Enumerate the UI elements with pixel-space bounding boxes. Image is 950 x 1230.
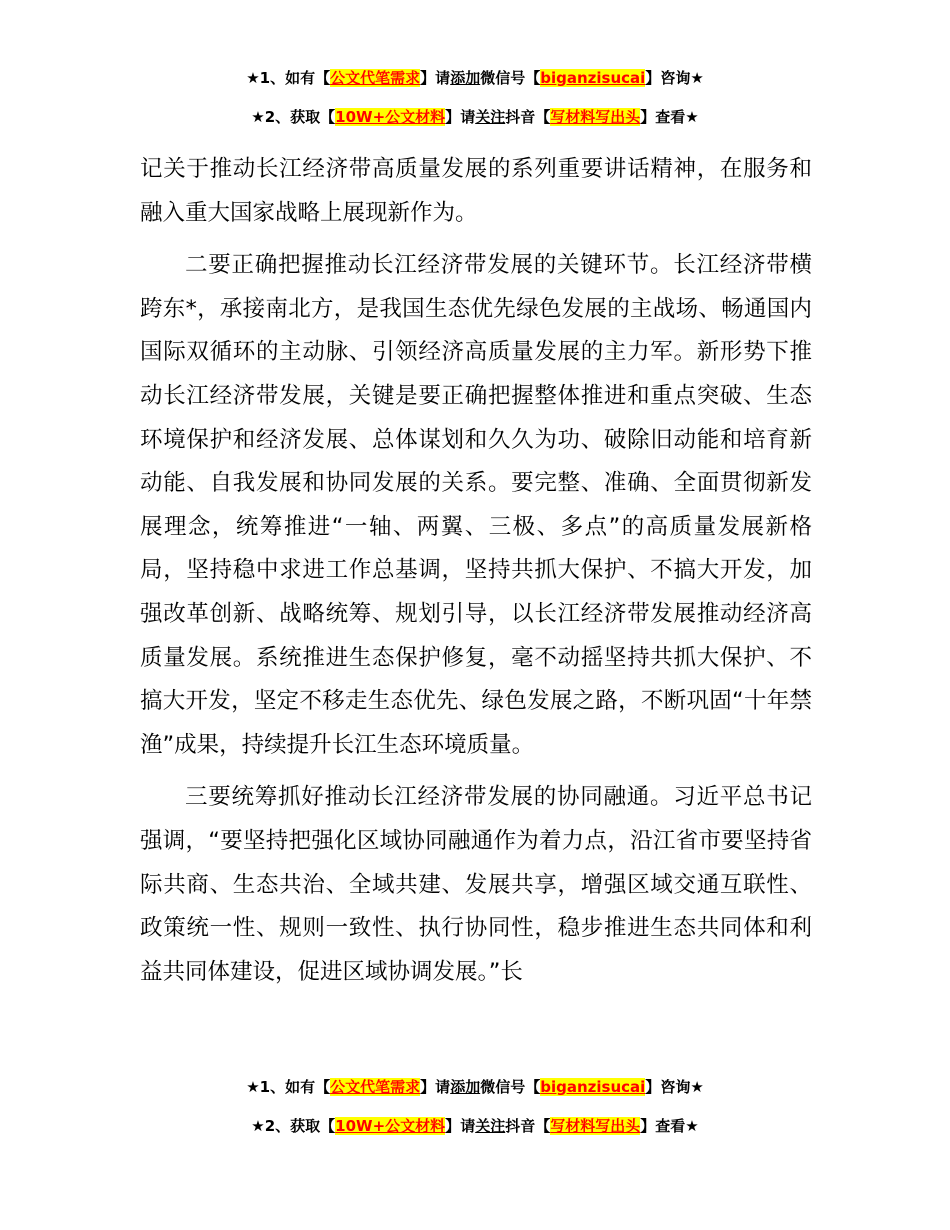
paragraph-3: 三要统筹抓好推动长江经济带发展的协同融通。习近平总书记强调，“要坚持把强化区域协同融通作为着力点，沿江省市要坚持省际共商、生态共治、全域共建、发展共享，增强区域交通互联性、政策统一性、规则一致性、执行协同性，稳步推进生态共同体和利益共同体建设，促进区域协调发展。”长 xyxy=(140,784,812,985)
bracket: 【 xyxy=(525,69,541,87)
header-text: 请 xyxy=(435,69,451,87)
paragraph-2: 二要正确把握推动长江经济带发展的关键环节。长江经济带横跨东*，承接南北方，是我国生态优先绿色发展的主战场、畅通国内国际双循环的主动脉、引领经济高质量发展的主力军。新形势下推动长江经济带发展，关键是要正确把握整体推进和重点突破、生态环境保护和经济发展、总体谋划和久久为功、破除旧动能和培育新动能、自我发展和协同发展的关系。要完整、准确、全面贯彻新发展理念，统筹推进“一轴、两翼、三极、多点”的高质量发展新格局，坚持稳中求进工作总基调，坚持共抓大保护、不搞大开发，加强改革创新、战略统筹、规划引导，以长江经济带发展推动经济高质量发展。系统推进生态保护修复，毫不动摇坚持共抓大保护、不搞大开发，坚定不移走生态优先、绿色发展之路，不断巩固“十年禁渔”成果，持续提升长江生态环境质量。 xyxy=(140,252,812,758)
highlight-materials: 10W+公文材料 xyxy=(335,108,446,126)
header-text: 微信号 xyxy=(480,69,526,87)
bracket: 】 xyxy=(640,1117,656,1135)
bracket: 】 xyxy=(445,1117,461,1135)
bracket: 【 xyxy=(320,108,336,126)
bracket: 】 xyxy=(420,69,436,87)
header-text: 请 xyxy=(460,108,476,126)
underlined-word: 关注 xyxy=(475,108,506,126)
header-text: ★2、获取 xyxy=(251,108,321,126)
bracket: 】 xyxy=(645,1078,661,1096)
paragraph-1: 记关于推动长江经济带高质量发展的系列重要讲话精神，在服务和融入重大国家战略上展现新作为。 xyxy=(140,156,812,226)
underlined-word: 添加 xyxy=(450,1078,481,1096)
highlight-materials: 10W+公文材料 xyxy=(335,1117,446,1135)
highlight-douyin-account: 写材料写出头 xyxy=(550,1117,641,1135)
footer-text: 请 xyxy=(435,1078,451,1096)
highlight-wechat-id: biganzisucai xyxy=(540,1078,646,1096)
footer-line-2 xyxy=(0,1115,950,1137)
highlight-service: 公文代笔需求 xyxy=(330,1078,421,1096)
bracket: 】 xyxy=(420,1078,436,1096)
footer-text: 查看★ xyxy=(655,1117,699,1135)
footer-text: 微信号 xyxy=(480,1078,526,1096)
footer-text: 咨询★ xyxy=(660,1078,704,1096)
bracket: 【 xyxy=(535,108,551,126)
bracket: 【 xyxy=(525,1078,541,1096)
bracket: 【 xyxy=(315,1078,331,1096)
highlight-wechat-id: biganzisucai xyxy=(540,69,646,87)
footer-text: ★2、获取 xyxy=(251,1117,321,1135)
header-text: 抖音 xyxy=(505,108,536,126)
header-line-1 xyxy=(0,67,950,89)
bracket: 【 xyxy=(320,1117,336,1135)
bracket: 【 xyxy=(535,1117,551,1135)
bracket: 【 xyxy=(315,69,331,87)
document-body xyxy=(140,148,812,994)
highlight-douyin-account: 写材料写出头 xyxy=(550,108,641,126)
header-text: 查看★ xyxy=(655,108,699,126)
header-text: 咨询★ xyxy=(660,69,704,87)
bracket: 】 xyxy=(640,108,656,126)
footer-text: ★1、如有 xyxy=(246,1078,316,1096)
footer-text: 请 xyxy=(460,1117,476,1135)
header-text: ★1、如有 xyxy=(246,69,316,87)
highlight-service: 公文代笔需求 xyxy=(330,69,421,87)
footer-text: 抖音 xyxy=(505,1117,536,1135)
bracket: 】 xyxy=(445,108,461,126)
bracket: 】 xyxy=(645,69,661,87)
underlined-word: 添加 xyxy=(450,69,481,87)
underlined-word: 关注 xyxy=(475,1117,506,1135)
footer-line-1 xyxy=(0,1076,950,1098)
header-line-2 xyxy=(0,106,950,128)
